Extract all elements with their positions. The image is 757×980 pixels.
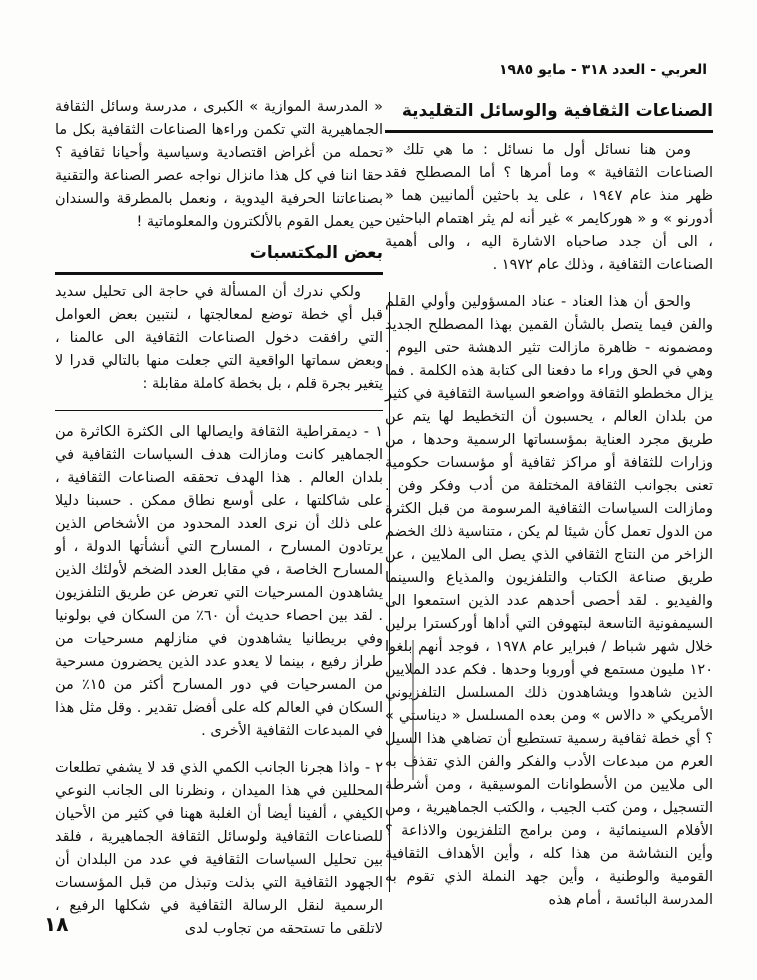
paragraph: والحق أن هذا العناد - عناد المسؤولين وأولي القلم والفن فيما يتصل بالشأن القمين بهذا المصطلح الجديد ومضمونه - ظاهرة مازالت تثير الدهشة حتى اليوم . وهي في الحق وراء ما دفعنا الى كتابة هذه الكلمة . فما يزال مخططو الثقافة وواضعو السياسة الثقافية في كثير من بلدان العالم ، يحسبون أن التخطيط لها يتم عن طريق مجرد العناية بمؤسساتها الرسمية وحدها ، من وزارات للثقافة أو مراكز ثقافية أو مؤسسات حكومية تعنى بجوانب الثقافة المختلفة من أدب وفكر وفن . ومازالت السياسات الثقافية المرسومة من قبل الكثرة من الدول تعمل كأن شيئا لم يكن ، متناسية ذلك الخضم الزاخر من النتاج الثقافي الذي يصل الى الملايين ، عن طريق صناعة الكتاب والتلفزيون والمذياع والسينما والفيديو . لقد أحصى أحدهم عدد الذين استمعوا الى السيمفونية التاسعة لبتهوفن التي أداها أوركسترا برلين خلال شهر شباط / فبراير عام ١٩٧٨ ، فوجد أنهم بلغوا ١٢٠ مليون مستمع في أوروبا وحدها . فكم عدد الملايين الذين شاهدوا ويشاهدون ذلك المسلسل التلفزيوني الأمريكي « دالاس » ومن بعده المسلسل « ديناستي » ؟ أي خطة ثقافية رسمية تستطيع أن تضاهي هذا السيل العرم من مبدعات الأدب والفكر والفن الذي تقذف به الى ملايين من الأسطوانات الموسيقية ، ومن أشرطة التسجيل ، ومن كتب الجيب ، والكتب الجماهيرية ، ومن الأفلام السينمائية ، ومن برامج التلفزيون والاذاعة ؟ وأين النشاشة من هذا كله ، وأين الأهداف الثقافية القومية والوطنية ، وأين جهد النملة الذي تقوم به المدرسة البائسة ، أمام هذه (385, 294, 713, 908)
paragraph: ومن هنا نسائل أول ما نسائل : ما هي تلك « الصناعات الثقافية » وما أمرها ؟ أما المصطلح فقد ظهر منذ عام ١٩٤٧ ، على يد باحثين ألمانيين هما « أدورنو » و « هوركايمر » غير أنه لم يثر اهتمام الباحثين ، الى أن جدد صاحباه الاشارة اليه ، والى أهمية الصناعات الثقافية ، وذلك عام ١٩٧٢ . (385, 142, 713, 273)
paragraph: ولكي ندرك أن المسألة في حاجة الى تحليل سديد قبل أي خطة توضع لمعالجتها ، لنتبين بعض العوامل التي رافقت دخول الصناعات الثقافية الى عالمنا ، وبعض سماتها الواقعية التي جعلت منها بالتالي قدرا لا يتغير بجرة قلم ، بل بخطة كاملة مقابلة : (55, 284, 383, 392)
running-head: العربي - العدد ٣١٨ - مايو ١٩٨٥ (499, 62, 707, 78)
paragraph: ١ - ديمقراطية الثقافة وايصالها الى الكثرة الكاثرة من الجماهير كانت ومازالت هدف السياسات الثقافية في بلدان العالم . هذا الهدف تحققه الصناعات الثقافية ، على شاكلتها ، على أوسع نطاق ممكن . حسبنا دليلا على ذلك أن نرى العدد المحدود من الأشخاص الذين يرتادون المسارح ، المسارح التي أنشأتها الدولة ، أو المسارح الخاصة ، في مقابل العدد الضخم لأولئك الذين يشاهدون المسرحيات التي تعرض عن طريق التلفزيون . لقد بين احصاء حديث أن ٦٠٪ من السكان في بولونيا وفي بريطانيا يشاهدون في منازلهم مسرحيات من طراز رفيع ، بينما لا يعدو عدد الذين يحضرون مسرحية من المسرحيات في دور المسارح أكثر من ١٥٪ من السكان في العالم كله على أفضل تقدير . وقل مثل هذا في المبدعات الثقافية الأخرى . (55, 424, 383, 739)
scan-fold-mark (412, 640, 428, 780)
paragraph: « المدرسة الموازية » الكبرى ، مدرسة وسائل الثقافة الجماهيرية التي تكمن وراءها الصناعات الثقافية بكل ما تحمله من أغراض اقتصادية وسياسية وأحيانا ثقافية ؟ حقا اننا في كل هذا مانزال نواجه عصر الصناعة والتقنية بصناعاتنا الحرفية اليدوية ، ونعمل بالمطرقة والسندان حين يعمل القوم بالألكترون والمعلوماتية ! (55, 99, 383, 230)
subsection-title: بعض المكتسبات (55, 240, 383, 275)
page-number: ١٨ (44, 912, 69, 936)
right-column (385, 98, 713, 926)
section-title: الصناعات الثقافية والوسائل التقليدية (385, 98, 713, 133)
column-divider (389, 292, 390, 892)
paragraph: ٢ - واذا هجرنا الجانب الكمي الذي قد لا يشفي تطلعات المحللين في هذا الميدان ، ونظرنا الى الجانب النوعي الكيفي ، ألفينا أيضا أن الغلبة ههنا في كثير من الأحيان للصناعات الثقافية ولوسائل الثقافة الجماهيرية ، فلقد بين تحليل السياسات الثقافية في عدد من البلدان أن الجهود الثقافية التي بذلت وتبذل من قبل المؤسسات الرسمية لنقل الرسالة الثقافية في شكلها الرفيع ، لاتلقى ما تستحقه من تجاوب لدى (55, 760, 383, 937)
left-column (55, 96, 383, 955)
paragraph-divider (55, 410, 383, 411)
